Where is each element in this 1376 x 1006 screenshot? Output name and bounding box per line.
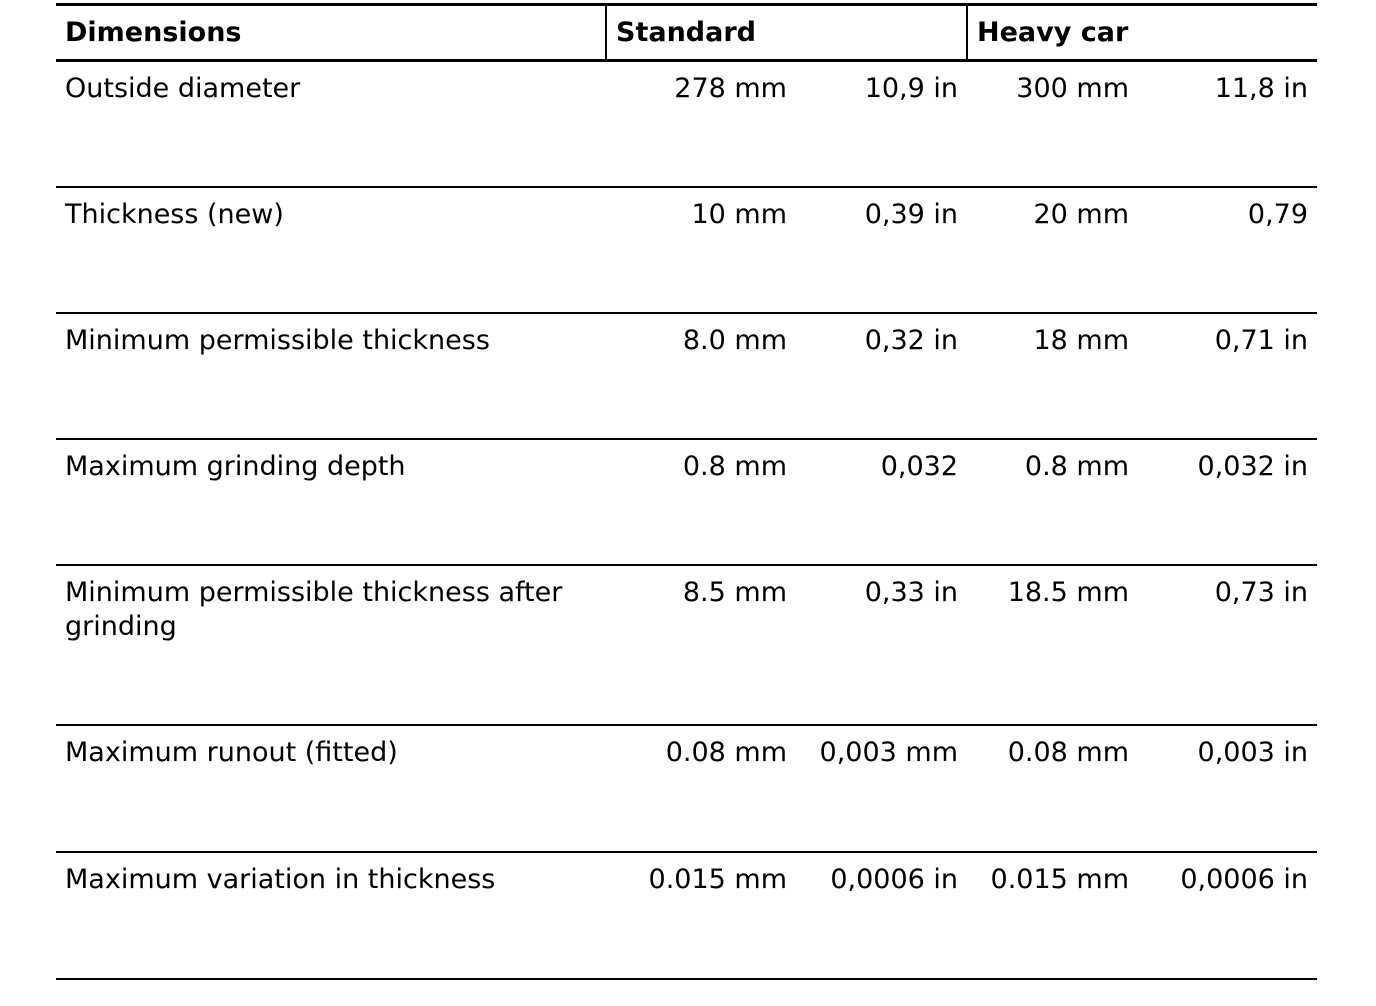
row-label: Maximum variation in thickness (56, 852, 606, 979)
heavy-mm-value: 18.5 mm (967, 565, 1138, 725)
standard-in-value: 0,0006 in (796, 852, 967, 979)
header-dimensions: Dimensions (56, 5, 606, 61)
standard-in-value: 0,003 mm (796, 725, 967, 852)
heavy-mm-value: 0.08 mm (967, 725, 1138, 852)
heavy-mm-value: 0.8 mm (967, 439, 1138, 565)
standard-in-value: 0,39 in (796, 187, 967, 313)
standard-mm-value: 0.08 mm (606, 725, 796, 852)
standard-in-value: 10,9 in (796, 61, 967, 188)
table-row (56, 439, 1317, 565)
table-row (56, 565, 1317, 725)
heavy-in-value: 0,003 in (1138, 725, 1317, 852)
table-body (56, 61, 1317, 980)
standard-mm-value: 8.5 mm (606, 565, 796, 725)
heavy-in-value: 11,8 in (1138, 61, 1317, 188)
header-standard: Standard (606, 5, 967, 61)
table-row (56, 313, 1317, 439)
dimensions-table (56, 3, 1317, 980)
standard-mm-value: 10 mm (606, 187, 796, 313)
heavy-in-value: 0,032 in (1138, 439, 1317, 565)
row-label: Maximum runout (fitted) (56, 725, 606, 852)
heavy-in-value: 0,79 (1138, 187, 1317, 313)
heavy-in-value: 0,0006 in (1138, 852, 1317, 979)
table-header (56, 5, 1317, 61)
row-label: Thickness (new) (56, 187, 606, 313)
heavy-in-value: 0,73 in (1138, 565, 1317, 725)
standard-mm-value: 8.0 mm (606, 313, 796, 439)
standard-mm-value: 0.015 mm (606, 852, 796, 979)
row-label: Minimum permissible thickness after grinding (56, 565, 606, 725)
header-heavy-car: Heavy car (967, 5, 1317, 61)
standard-in-value: 0,33 in (796, 565, 967, 725)
standard-in-value: 0,032 (796, 439, 967, 565)
header-row (56, 5, 1317, 61)
heavy-mm-value: 18 mm (967, 313, 1138, 439)
heavy-mm-value: 300 mm (967, 61, 1138, 188)
heavy-in-value: 0,71 in (1138, 313, 1317, 439)
table-row (56, 852, 1317, 979)
table-row (56, 187, 1317, 313)
heavy-mm-value: 20 mm (967, 187, 1138, 313)
row-label: Maximum grinding depth (56, 439, 606, 565)
standard-in-value: 0,32 in (796, 313, 967, 439)
table-row (56, 725, 1317, 852)
table-row (56, 61, 1317, 188)
row-label: Minimum permissible thickness (56, 313, 606, 439)
row-label: Outside diameter (56, 61, 606, 188)
standard-mm-value: 0.8 mm (606, 439, 796, 565)
standard-mm-value: 278 mm (606, 61, 796, 188)
heavy-mm-value: 0.015 mm (967, 852, 1138, 979)
